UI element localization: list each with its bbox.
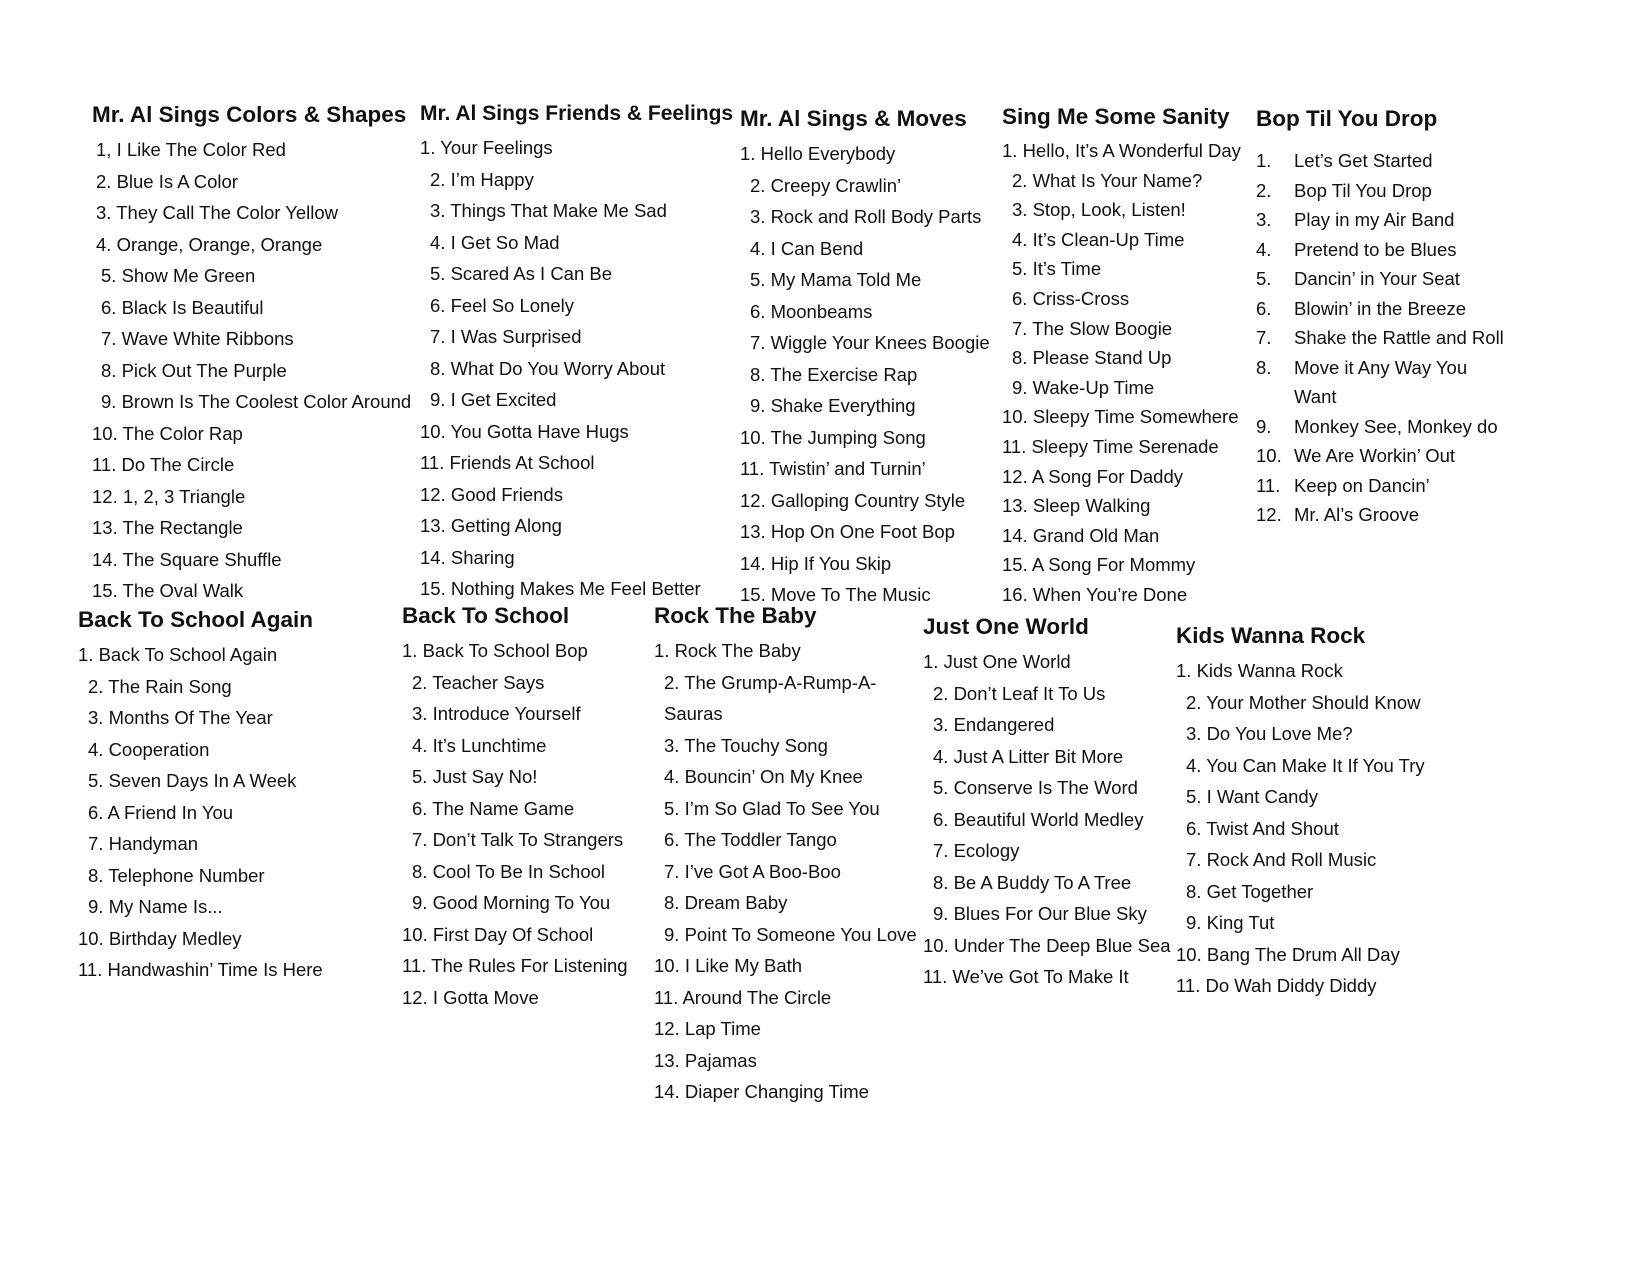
album-just-one-world xyxy=(923,614,1171,993)
track-title: Play in my Air Band xyxy=(1294,209,1455,230)
track-list xyxy=(740,138,990,611)
track-number: 9. xyxy=(1256,415,1272,437)
track: 12. A Song For Daddy xyxy=(1002,465,1184,487)
track: 3. Things That Make Me Sad xyxy=(430,200,667,221)
track: 1. Just One World xyxy=(923,651,1071,672)
album-title: Bop Til You Drop xyxy=(1256,106,1438,131)
track: 14. Hip If You Skip xyxy=(740,552,892,574)
track: 5. Scared As I Can Be xyxy=(430,263,613,284)
track: 4. I Get So Mad xyxy=(430,231,560,253)
track xyxy=(1256,294,1506,324)
track-number: 11. xyxy=(1256,474,1281,496)
track: 10. Bang The Drum All Day xyxy=(1176,943,1400,965)
track: 16. When You’re Done xyxy=(1002,583,1188,605)
track: 13. Pajamas xyxy=(654,1049,757,1071)
track: 11. Handwashin’ Time Is Here xyxy=(78,959,323,980)
track: 2. Teacher Says xyxy=(412,671,545,693)
track: 7. Ecology xyxy=(933,840,1020,861)
track xyxy=(1256,500,1506,530)
track: 3. Months Of The Year xyxy=(88,707,273,728)
track-list xyxy=(654,635,917,1108)
track: 2. Don’t Leaf It To Us xyxy=(933,682,1106,704)
track xyxy=(1256,146,1506,176)
track: 8. Please Stand Up xyxy=(1012,347,1172,369)
track: 10. You Gotta Have Hugs xyxy=(420,420,629,442)
album-title: Mr. Al Sings & Moves xyxy=(740,106,967,131)
track-title: Dancin’ in Your Seat xyxy=(1294,268,1460,289)
track: 6. Beautiful World Medley xyxy=(933,808,1144,830)
track: 8. Cool To Be In School xyxy=(412,860,606,882)
track-title: Monkey See, Monkey do xyxy=(1294,415,1498,437)
track: 9. King Tut xyxy=(1186,912,1275,933)
track: 15. A Song For Mommy xyxy=(1002,554,1196,576)
track xyxy=(1256,412,1506,442)
track xyxy=(1256,441,1506,471)
track: 3. They Call The Color Yellow xyxy=(96,202,339,223)
track: 6. The Name Game xyxy=(412,797,575,819)
track: 2. The Rain Song xyxy=(88,675,232,697)
track: 5. Conserve Is The Word xyxy=(933,777,1138,798)
track: 6. Moonbeams xyxy=(750,300,873,322)
track: 8. Pick Out The Purple xyxy=(101,359,287,381)
track: 15. Nothing Makes Me Feel Better xyxy=(420,578,701,599)
track-title: Mr. Al’s Groove xyxy=(1294,504,1420,525)
track: 10. Birthday Medley xyxy=(78,927,242,949)
track xyxy=(1256,353,1506,412)
track-number: 7. xyxy=(1256,327,1272,348)
album-friends-feelings xyxy=(420,102,733,605)
track: 4. Orange, Orange, Orange xyxy=(96,233,323,255)
track-title: Let’s Get Started xyxy=(1294,150,1433,171)
track: 5. My Mama Told Me xyxy=(750,269,922,290)
track: 9. Blues For Our Blue Sky xyxy=(933,903,1147,924)
track: 4. It’s Lunchtime xyxy=(412,734,547,756)
track: 12. Galloping Country Style xyxy=(740,489,966,511)
track: 12. Good Friends xyxy=(420,483,563,505)
album-bop-til-you-drop xyxy=(1256,106,1506,530)
track-title: Pretend to be Blues xyxy=(1294,238,1457,260)
track: 11. Do The Circle xyxy=(92,454,235,475)
track: 7. Rock And Roll Music xyxy=(1186,849,1377,870)
track: 14. Sharing xyxy=(420,546,515,568)
track-number: 1. xyxy=(1256,150,1272,171)
track: 1, I Like The Color Red xyxy=(96,139,286,160)
track-title: Bop Til You Drop xyxy=(1294,179,1432,201)
track: 13. Sleep Walking xyxy=(1002,495,1151,517)
track: 7. Wiggle Your Knees Boogie xyxy=(750,332,990,353)
track: 3. Stop, Look, Listen! xyxy=(1012,199,1186,221)
track: 6. The Toddler Tango xyxy=(664,829,837,850)
track: 9. I Get Excited xyxy=(430,389,557,410)
track: 2. What Is Your Name? xyxy=(1012,169,1203,191)
album-title: Mr. Al Sings Colors & Shapes xyxy=(92,102,407,127)
track: 5. I’m So Glad To See You xyxy=(664,797,880,819)
track-list xyxy=(1176,655,1425,1002)
track: 2. Creepy Crawlin’ xyxy=(750,174,902,196)
track: 4. Bouncin’ On My Knee xyxy=(664,766,863,787)
album-title: Kids Wanna Rock xyxy=(1176,623,1366,648)
track: 9. Wake-Up Time xyxy=(1012,376,1155,398)
track: 1. Hello Everybody xyxy=(740,143,896,164)
album-title: Sing Me Some Sanity xyxy=(1002,104,1230,129)
track: 8. Dream Baby xyxy=(664,892,788,913)
track: 4. Cooperation xyxy=(88,738,210,760)
track-list xyxy=(420,132,733,605)
track: 1. Back To School Again xyxy=(78,644,278,665)
track: 13. Getting Along xyxy=(420,515,562,536)
album-sings-moves xyxy=(740,106,990,611)
track: 2. The Grump-A-Rump-A-Sauras xyxy=(664,671,877,724)
track: 2. Your Mother Should Know xyxy=(1186,691,1421,713)
track-number: 12. xyxy=(1256,504,1282,525)
track: 13. The Rectangle xyxy=(92,517,243,538)
track: 3. Introduce Yourself xyxy=(412,703,581,724)
track: 6. Black Is Beautiful xyxy=(101,296,264,318)
track: 11. Around The Circle xyxy=(654,986,832,1008)
track: 8. What Do You Worry About xyxy=(430,357,666,379)
track: 14. Grand Old Man xyxy=(1002,524,1160,546)
track: 6. Twist And Shout xyxy=(1186,817,1339,839)
track: 10. First Day Of School xyxy=(402,923,594,945)
track xyxy=(1256,235,1506,265)
track-list xyxy=(78,639,323,986)
track: 4. I Can Bend xyxy=(750,237,864,259)
track: 9. Shake Everything xyxy=(750,395,916,416)
track: 12. Lap Time xyxy=(654,1018,761,1039)
track: 14. The Square Shuffle xyxy=(92,548,282,570)
track: 3. Rock and Roll Body Parts xyxy=(750,206,982,227)
track: 13. Hop On One Foot Bop xyxy=(740,521,955,542)
track xyxy=(1256,205,1506,235)
track: 6. Criss-Cross xyxy=(1012,287,1130,309)
track: 6. Feel So Lonely xyxy=(430,294,574,316)
track: 5. Seven Days In A Week xyxy=(88,770,297,791)
track: 8. Be A Buddy To A Tree xyxy=(933,871,1132,893)
track xyxy=(1256,323,1506,353)
track-number: 3. xyxy=(1256,209,1272,230)
track: 9. My Name Is... xyxy=(88,896,223,917)
track-list xyxy=(1256,146,1506,530)
track: 7. Don’t Talk To Strangers xyxy=(412,829,624,850)
track: 7. I Was Surprised xyxy=(430,326,582,347)
track: 10. Under The Deep Blue Sea xyxy=(923,934,1171,956)
track: 11. Do Wah Diddy Diddy xyxy=(1176,975,1377,996)
track: 1. Back To School Bop xyxy=(402,640,588,661)
track: 12. I Gotta Move xyxy=(402,986,539,1008)
track: 8. The Exercise Rap xyxy=(750,363,918,385)
album-sing-me-some-sanity xyxy=(1002,104,1241,610)
track: 4. Just A Litter Bit More xyxy=(933,745,1124,767)
album-colors-shapes xyxy=(92,102,411,607)
track: 2. Blue Is A Color xyxy=(96,170,238,192)
track: 15. Move To The Music xyxy=(740,584,931,605)
album-title: Back To School xyxy=(402,603,570,628)
track: 9. Brown Is The Coolest Color Around xyxy=(101,391,412,412)
track: 10. Sleepy Time Somewhere xyxy=(1002,406,1239,428)
track: 3. The Touchy Song xyxy=(664,734,828,756)
track: 7. I’ve Got A Boo-Boo xyxy=(664,860,841,882)
track: 12. 1, 2, 3 Triangle xyxy=(92,485,246,507)
track: 10. The Color Rap xyxy=(92,422,243,444)
track: 11. The Rules For Listening xyxy=(402,955,628,976)
track: 14. Diaper Changing Time xyxy=(654,1081,869,1102)
track-number: 8. xyxy=(1256,356,1272,378)
track: 5. Show Me Green xyxy=(101,265,256,286)
track: 1. Hello, It’s A Wonderful Day xyxy=(1002,140,1241,161)
track: 11. Twistin’ and Turnin’ xyxy=(740,458,926,479)
track: 8. Get Together xyxy=(1186,880,1314,902)
track-title: Shake the Rattle and Roll xyxy=(1294,327,1504,348)
track: 15. The Oval Walk xyxy=(92,580,244,601)
track: 7. Handyman xyxy=(88,833,199,854)
track: 11. Friends At School xyxy=(420,452,595,473)
track-number: 2. xyxy=(1256,179,1272,201)
track: 3. Endangered xyxy=(933,714,1055,735)
track xyxy=(1256,471,1506,501)
track: 11. Sleepy Time Serenade xyxy=(1002,435,1219,457)
track-title: Move it Any Way You Want xyxy=(1294,356,1468,407)
track-number: 6. xyxy=(1256,297,1272,319)
track: 10. I Like My Bath xyxy=(654,955,803,976)
track: 7. Wave White Ribbons xyxy=(101,328,294,349)
track xyxy=(1256,176,1506,206)
track-number: 5. xyxy=(1256,268,1272,289)
album-title: Just One World xyxy=(923,614,1089,639)
track: 3. Do You Love Me? xyxy=(1186,723,1353,744)
track-title: Keep on Dancin’ xyxy=(1294,474,1430,496)
album-kids-wanna-rock xyxy=(1176,623,1425,1002)
track: 9. Good Morning To You xyxy=(412,892,611,913)
track: 6. A Friend In You xyxy=(88,801,234,823)
track: 2. I’m Happy xyxy=(430,168,534,190)
album-title: Rock The Baby xyxy=(654,603,817,628)
track: 11. We’ve Got To Make It xyxy=(923,966,1129,987)
album-rock-the-baby xyxy=(654,603,917,1108)
track: 5. Just Say No! xyxy=(412,766,538,787)
track-title: We Are Workin’ Out xyxy=(1294,445,1456,466)
track: 4. You Can Make It If You Try xyxy=(1186,754,1425,776)
track-list xyxy=(923,646,1171,993)
album-title: Back To School Again xyxy=(78,607,314,632)
track: 1. Rock The Baby xyxy=(654,640,801,661)
track: 10. The Jumping Song xyxy=(740,426,926,448)
track-title: Blowin’ in the Breeze xyxy=(1294,297,1467,319)
track: 1. Your Feelings xyxy=(420,137,553,158)
track-list xyxy=(402,635,628,1013)
track-number: 4. xyxy=(1256,238,1272,260)
album-back-to-school xyxy=(402,603,628,1013)
track: 5. I Want Candy xyxy=(1186,786,1318,807)
album-title: Mr. Al Sings Friends & Feelings xyxy=(420,102,734,125)
track: 9. Point To Someone You Love xyxy=(664,923,917,945)
track: 5. It’s Time xyxy=(1012,258,1102,280)
track: 7. The Slow Boogie xyxy=(1012,317,1173,339)
track: 8. Telephone Number xyxy=(88,864,265,886)
track: 4. It’s Clean-Up Time xyxy=(1012,228,1185,250)
track-list xyxy=(1002,136,1241,610)
track-list xyxy=(92,134,411,607)
track: 1. Kids Wanna Rock xyxy=(1176,660,1343,681)
track-number: 10. xyxy=(1256,445,1282,466)
album-back-to-school-again xyxy=(78,607,323,986)
track xyxy=(1256,264,1506,294)
